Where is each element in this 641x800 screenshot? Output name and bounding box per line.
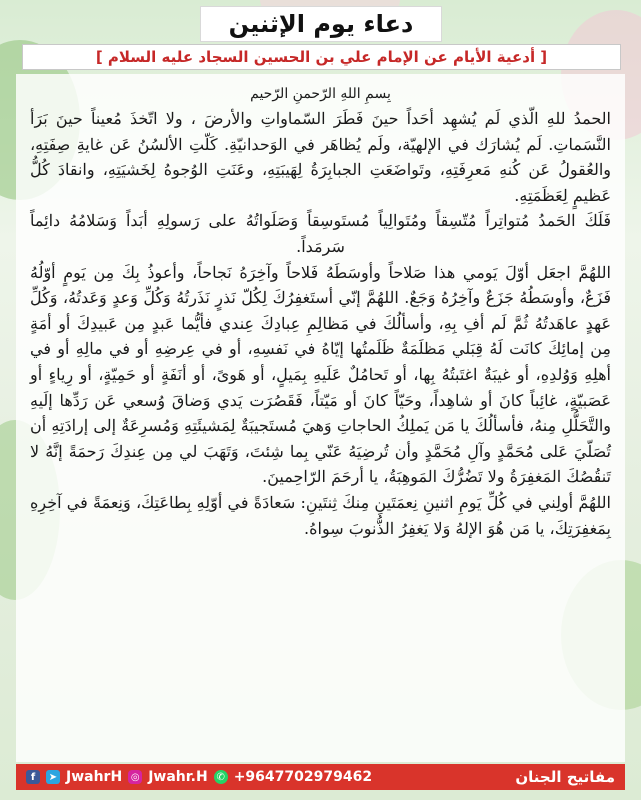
instagram-icon[interactable]: ◎ <box>128 770 142 784</box>
facebook-icon[interactable]: f <box>26 770 40 784</box>
footer-bar <box>16 764 625 790</box>
prayer-paragraph: اللهُمَّ أولِني في كُلِّ يَومِ اثنينِ نِعمَتَينِ مِنكَ ثِنتَينِ: سَعادَةً في أوّلِهِ بِطاعَتِكَ، وَنِعمَةً في آخِرِهِ بِمَغفِرَتِكَ، يا مَن هُوَ الإلهُ وَلا يَغفِرُ الذُّنوبَ سِواهُ. <box>30 492 611 538</box>
telegram-icon[interactable]: ➤ <box>46 770 60 784</box>
phone-number[interactable]: +9647702979462 <box>233 769 373 785</box>
page-subtitle: [ أدعية الأيام عن الإمام علي بن الحسين السجاد عليه السلام ] <box>95 48 548 66</box>
brand-name: مفاتيح الجنان <box>515 768 615 786</box>
social-handles <box>26 769 372 785</box>
prayer-paragraph: الحمدُ للهِ الّذي لَم يُشهِد أحَداً حينَ فَطَرَ السّماواتِ والأرضَ ، ولا اتّخذَ مُعيناً حينَ بَرَأ النَّسَماتِ. لَم يُشارَك في الإلهيّة، ولَم يُظاهَر في الوَحدانيّةِ. كَلّتِ الألسُنُ عَن غايةِ صِفَتِهِ، والعُقولُ عَن كُنهِ مَعرِفَتِهِ، وتَواضَعَتِ الجبابِرَةُ لِهَيبَتِهِ، وعَنَتِ الوُجوهُ لِخَشيَتِهِ، وانقادَ كُلُّ عَظيمٍ لِعَظَمَتِهِ. <box>30 109 612 205</box>
subtitle-bar <box>22 44 621 70</box>
whatsapp-icon[interactable]: ✆ <box>214 770 228 784</box>
title-box <box>200 6 442 42</box>
prayer-paragraph: فَلَكَ الحَمدُ مُتواتِراً مُتّسِقاً ومُتَوالِياً مُستَوسِقاً وَصَلَواتُهُ على رَسولِهِ أبَداً وَسَلامُهُ دائِماً سَرمَداً. <box>30 211 611 256</box>
handle-instagram[interactable]: Jwahr.H <box>148 769 208 785</box>
handle-facebook-telegram[interactable]: JwahrH <box>66 769 123 785</box>
prayer-text-panel <box>16 74 625 762</box>
page-title: دعاء يوم الإثنين <box>228 10 414 38</box>
basmala: بِسمِ اللهِ الرّحمنِ الرّحيم <box>250 86 391 102</box>
prayer-paragraph: اللهُمَّ اجعَل أوّلَ يَومي هذا صَلاحاً وأوسَطَهُ فَلاحاً وآخِرَهُ نَجاحاً، وأعوذُ بِكَ مِن يَومٍ أوّلُهُ فَزَعٌ، وأوسَطُهُ جَزَعٌ وآخِرُهُ وَجَعٌ. اللهُمَّ إنّي أستَغفِرُكَ لِكُلّ نَذرٍ نَذَرتُهُ وَكُلِّ وَعدٍ وَعَدتُهُ، وَكُلِّ عَهدٍ عاهَدتُهُ ثُمَّ لَم أفِ بِهِ، وأسألُكَ في مَظالِمِ عِبادِكَ عِندي فأيُّما عَبدٍ مِن عَبيدِكَ أو أمَةٍ مِن إمائِكَ كانَت لَهُ قِبَلي مَظلَمَةٌ ظَلَمتُها إيّاهُ في نَفسِهِ، أو في عِرضِهِ أو في مالِهِ أو في أهلِهِ وَوُلدِهِ، أو غيبَةٌ اغتَبتُهُ بِها، أو تَحامُلٌ عَلَيهِ بِمَيلٍ، أو هَوىً، أو أنَفَةٍ أو حَمِيّةٍ، أو رِياءٍ أو عَصَبيّةٍ، غائِباً كانَ أو شاهِداً، وحَيّاً كانَ أو مَيّتاً، فَقَصُرَت يَدي وَضاقَ وُسعي عَن رَدِّها إلَيهِ والتَّحَلُّلِ مِنهُ، فأسألُكَ يا مَن يَملِكُ الحاجاتِ وَهيَ مُستَجيبَةٌ لِمَشيئَتِهِ وَمُسرِعَةٌ إلى إرادَتِهِ أن تُصَلّيَ عَلى مُحَمَّدٍ وآلِ مُحَمَّدٍ وأن تُرضِيَهُ عَنّي بِما شِئتَ، وَتَهَبَ لي مِن عِندِكَ رَحمَةً إنَّهُ لا تَنقُصُكَ المَغفِرَةُ ولا تَضُرُّكَ المَوهِبَةُ، يا أرحَمَ الرّاحِمينَ. <box>30 262 612 487</box>
